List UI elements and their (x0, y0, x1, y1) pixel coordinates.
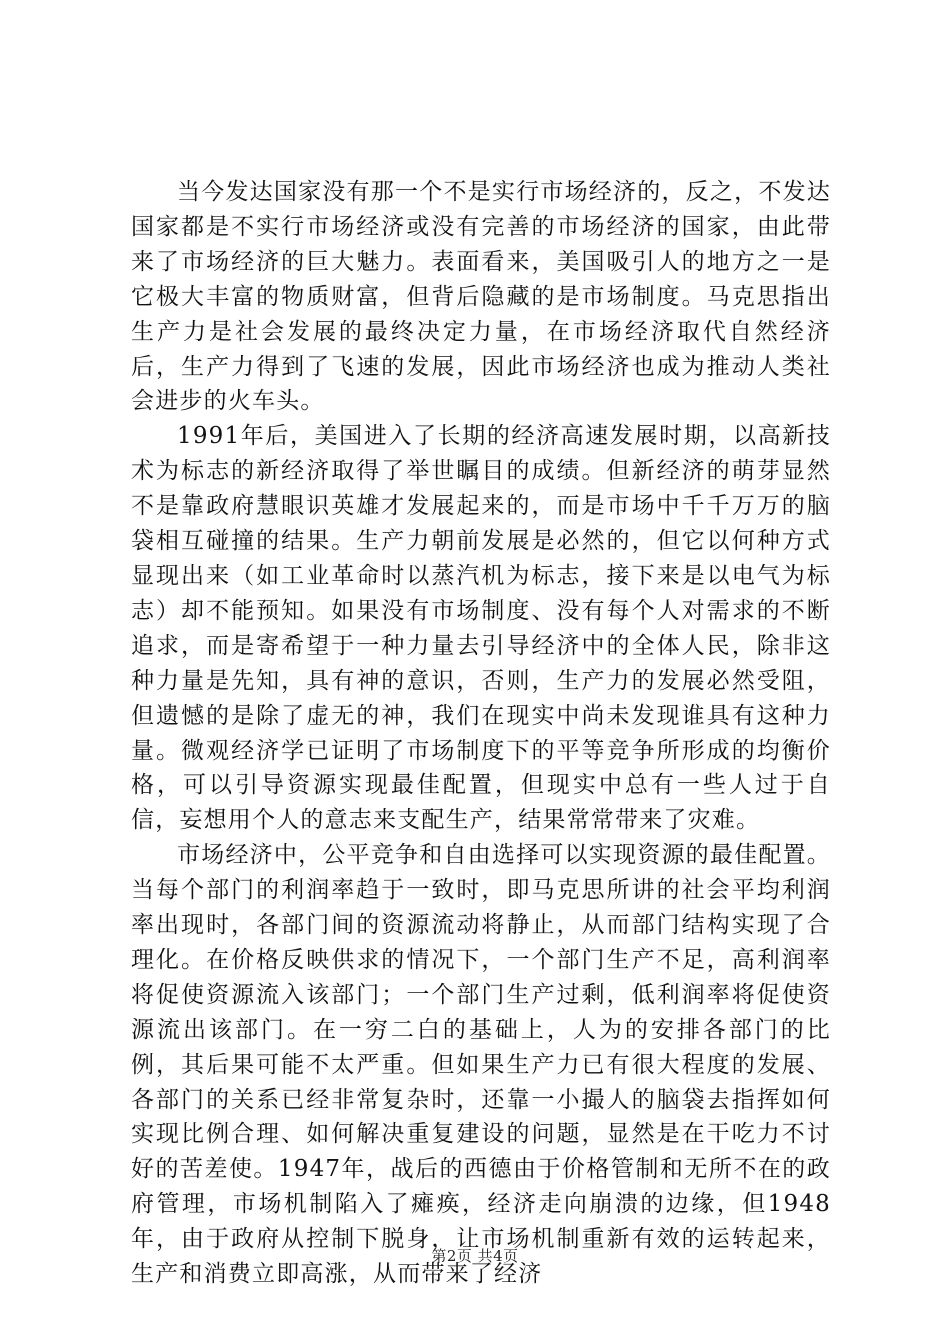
paragraph-2: 1991年后，美国进入了长期的经济高速发展时期，以高新技术为标志的新经济取得了举世瞩目的成绩。但新经济的萌芽显然不是靠政府慧眼识英雄才发展起来的，而是市场中千千万万的脑袋相互碰撞的结果。生产力朝前发展是必然的，但它以何种方式显现出来（如工业革命时以蒸汽机为标志，接下来是以电气为标志）却不能预知。如果没有市场制度、没有每个人对需求的不断追求，而是寄希望于一种力量去引导经济中的全体人民，除非这种力量是先知，具有神的意识，否则，生产力的发展必然受阻，但遗憾的是除了虚无的神，我们在现实中尚未发现谁具有这种力量。微观经济学已证明了市场制度下的平等竞争所形成的均衡价格，可以引导资源实现最佳配置，但现实中总有一些人过于自信，妄想用个人的意志来支配生产，结果常常带来了灾难。 (131, 423, 831, 834)
paragraph-3: 市场经济中，公平竞争和自由选择可以实现资源的最佳配置。当每个部门的利润率趋于一致时，即马克思所讲的社会平均利润率出现时，各部门间的资源流动将静止，从而部门结构实现了合理化。在价格反映供求的情况下，一个部门生产不足，高利润率将促使资源流入该部门；一个部门生产过剩，低利润率将促使资源流出该部门。在一穷二白的基础上，人为的安排各部门的比例，其后果可能不太严重。但如果生产力已有很大程度的发展、各部门的关系已经非常复杂时，还靠一小撮人的脑袋去指挥如何实现比例合理、如何解决重复建设的问题，显然是在干吃力不讨好的苦差使。1947年，战后的西德由于价格管制和无所不在的政府管理，市场机制陷入了瘫痪，经济走向崩溃的边缘，但1948年，由于政府从控制下脱身，让市场机制重新有效的运转起来，生产和消费立即高涨，从而带来了经济 (131, 842, 831, 1288)
page-footer (0, 1245, 950, 1266)
page-number-label: 第2页 共4页 (431, 1247, 519, 1265)
body-text (131, 175, 831, 1292)
paragraph-1: 当今发达国家没有那一个不是实行市场经济的，反之，不发达国家都是不实行市场经济或没有完善的市场经济的国家，由此带来了市场经济的巨大魅力。表面看来，美国吸引人的地方之一是它极大丰富的物质财富，但背后隐藏的是市场制度。马克思指出生产力是社会发展的最终决定力量，在市场经济取代自然经济后，生产力得到了飞速的发展，因此市场经济也成为推动人类社会进步的火车头。 (131, 179, 831, 415)
